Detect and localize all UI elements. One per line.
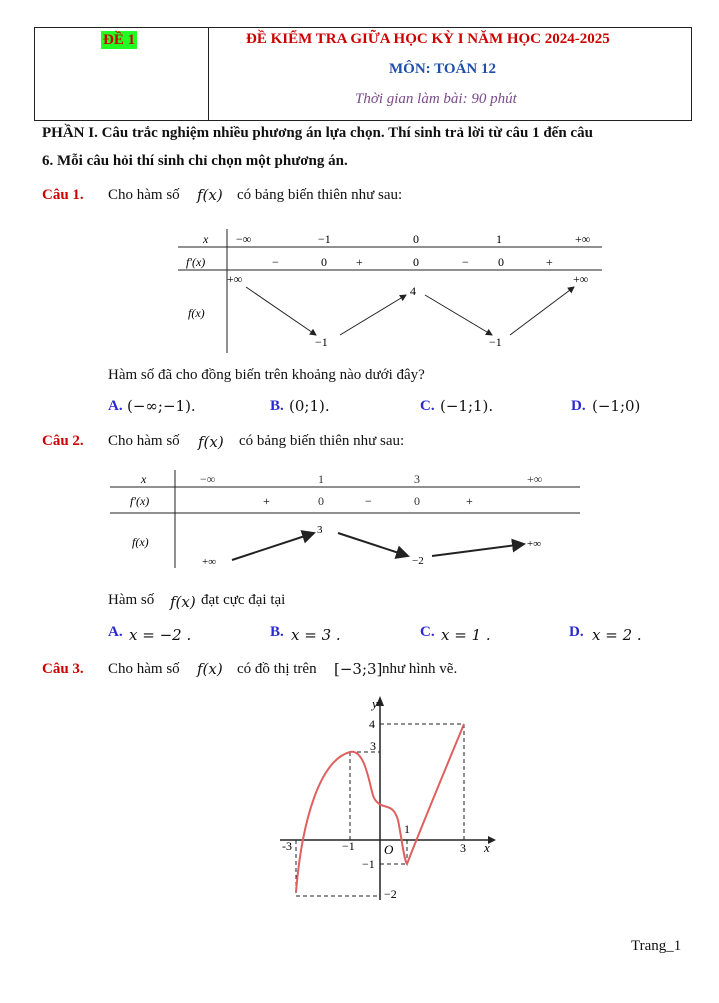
q3-label: Câu 3. bbox=[42, 661, 84, 677]
q3-func: f(x) bbox=[197, 660, 223, 678]
q2-x-label: x bbox=[141, 472, 147, 486]
q1-option-b-value[interactable]: (0;1). bbox=[289, 397, 330, 415]
q1-x-val: 1 bbox=[496, 232, 502, 246]
svg-text:-3: -3 bbox=[282, 839, 292, 853]
exam-code-label: ĐỀ 1 bbox=[103, 32, 136, 48]
q1-x-val: −1 bbox=[318, 232, 331, 246]
q2-sign: + bbox=[263, 494, 270, 508]
svg-text:O: O bbox=[384, 842, 394, 857]
q2-option-b-letter[interactable]: B. bbox=[270, 624, 284, 640]
svg-text:−1: −1 bbox=[362, 857, 375, 871]
q1-sign: − bbox=[272, 255, 279, 269]
svg-text:3: 3 bbox=[460, 841, 466, 855]
q1-f-val: +∞ bbox=[227, 272, 243, 286]
svg-text:1: 1 bbox=[404, 822, 410, 836]
q1-stem-a: Cho hàm số bbox=[108, 187, 180, 203]
q1-sign: + bbox=[546, 255, 553, 269]
q2-f-val: 3 bbox=[317, 524, 323, 536]
q1-question: Hàm số đã cho đồng biến trên khoảng nào dưới đây? bbox=[108, 367, 425, 383]
q2-sign: 0 bbox=[414, 494, 420, 508]
q2-question-a: Hàm số bbox=[108, 592, 155, 608]
q2-fp-label: f′(x) bbox=[130, 494, 150, 508]
q1-fp-label: f′(x) bbox=[186, 255, 206, 269]
svg-text:x: x bbox=[484, 840, 490, 855]
svg-text:y: y bbox=[372, 696, 378, 711]
q2-x-val: +∞ bbox=[527, 472, 543, 486]
q1-variation-table bbox=[170, 225, 620, 355]
q2-stem-b: có bảng biến thiên như sau: bbox=[239, 433, 405, 449]
exam-time: Thời gian làm bài: 90 phút bbox=[355, 91, 517, 107]
q1-f-val: 4 bbox=[410, 284, 416, 298]
q2-sign: − bbox=[365, 494, 372, 508]
q1-stem-b: có bảng biến thiên như sau: bbox=[237, 187, 403, 203]
svg-text:−2: −2 bbox=[384, 887, 397, 901]
q2-func: f(x) bbox=[198, 433, 224, 451]
exam-subject: MÔN: TOÁN 12 bbox=[389, 61, 496, 77]
exam-title: ĐỀ KIỂM TRA GIỮA HỌC KỲ I NĂM HỌC 2024-2025 bbox=[246, 31, 610, 47]
svg-text:4: 4 bbox=[369, 717, 375, 731]
q1-x-val: 0 bbox=[413, 232, 419, 246]
q2-option-d-value[interactable]: x = 2 . bbox=[592, 626, 642, 644]
q1-sign: 0 bbox=[413, 255, 419, 269]
q2-x-val: 3 bbox=[414, 472, 420, 486]
q2-option-b-value[interactable]: x = 3 . bbox=[291, 626, 341, 644]
q2-label: Câu 2. bbox=[42, 433, 84, 449]
q2-option-a-letter[interactable]: A. bbox=[108, 624, 123, 640]
part1-instruction-line2: 6. Mỗi câu hỏi thí sinh chỉ chọn một phương án. bbox=[42, 153, 348, 169]
q1-option-c-value[interactable]: (−1;1). bbox=[440, 397, 494, 415]
q3-interval: [−3;3] bbox=[334, 660, 383, 678]
svg-text:−1: −1 bbox=[342, 839, 355, 853]
q3-stem-a: Cho hàm số bbox=[108, 661, 180, 677]
q1-option-a-letter[interactable]: A. bbox=[108, 398, 123, 414]
q1-sign: + bbox=[356, 255, 363, 269]
q1-func: f(x) bbox=[197, 186, 223, 204]
q2-option-c-value[interactable]: x = 1 . bbox=[441, 626, 491, 644]
q1-sign: 0 bbox=[498, 255, 504, 269]
q1-f-val: +∞ bbox=[573, 272, 589, 286]
q1-f-val: −1 bbox=[489, 335, 502, 349]
header-divider bbox=[208, 28, 209, 120]
q2-f-label: f(x) bbox=[132, 535, 149, 549]
q1-f-label: f(x) bbox=[188, 306, 205, 320]
q1-option-c-letter[interactable]: C. bbox=[420, 398, 435, 414]
q3-stem-c: như hình vẽ. bbox=[382, 661, 458, 677]
svg-text:3: 3 bbox=[370, 739, 376, 753]
q2-f-val: +∞ bbox=[202, 556, 217, 568]
q1-option-d-value[interactable]: (−1;0) bbox=[592, 397, 641, 415]
part1-instruction-line1: PHẦN I. Câu trắc nghiệm nhiều phương án lựa chọn. Thí sinh trả lời từ câu 1 đến câu bbox=[42, 125, 593, 141]
q2-question-func: f(x) bbox=[170, 593, 196, 611]
q1-x-label: x bbox=[203, 232, 209, 246]
q1-option-a-value[interactable]: (−∞;−1). bbox=[127, 397, 196, 415]
q2-f-val: +∞ bbox=[527, 538, 542, 550]
q1-x-val: −∞ bbox=[236, 232, 252, 246]
q1-f-val: −1 bbox=[315, 335, 328, 349]
q1-sign: − bbox=[462, 255, 469, 269]
q2-sign: 0 bbox=[318, 494, 324, 508]
q3-graph bbox=[270, 690, 500, 910]
q2-option-d-letter[interactable]: D. bbox=[569, 624, 584, 640]
q3-stem-b: có đồ thị trên bbox=[237, 661, 317, 677]
q2-x-val: −∞ bbox=[200, 472, 216, 486]
q2-variation-table bbox=[110, 468, 585, 578]
page-number: Trang_1 bbox=[631, 938, 682, 954]
q2-option-a-value[interactable]: x = −2 . bbox=[129, 626, 192, 644]
q2-option-c-letter[interactable]: C. bbox=[420, 624, 435, 640]
q2-x-val: 1 bbox=[318, 472, 324, 486]
q2-sign: + bbox=[466, 494, 473, 508]
q1-sign: 0 bbox=[321, 255, 327, 269]
q2-question-b: đạt cực đại tại bbox=[201, 592, 286, 608]
q1-option-b-letter[interactable]: B. bbox=[270, 398, 284, 414]
q2-f-val: −2 bbox=[412, 555, 424, 567]
q2-stem-a: Cho hàm số bbox=[108, 433, 180, 449]
q1-label: Câu 1. bbox=[42, 187, 84, 203]
q1-option-d-letter[interactable]: D. bbox=[571, 398, 586, 414]
q1-x-val: +∞ bbox=[575, 232, 591, 246]
